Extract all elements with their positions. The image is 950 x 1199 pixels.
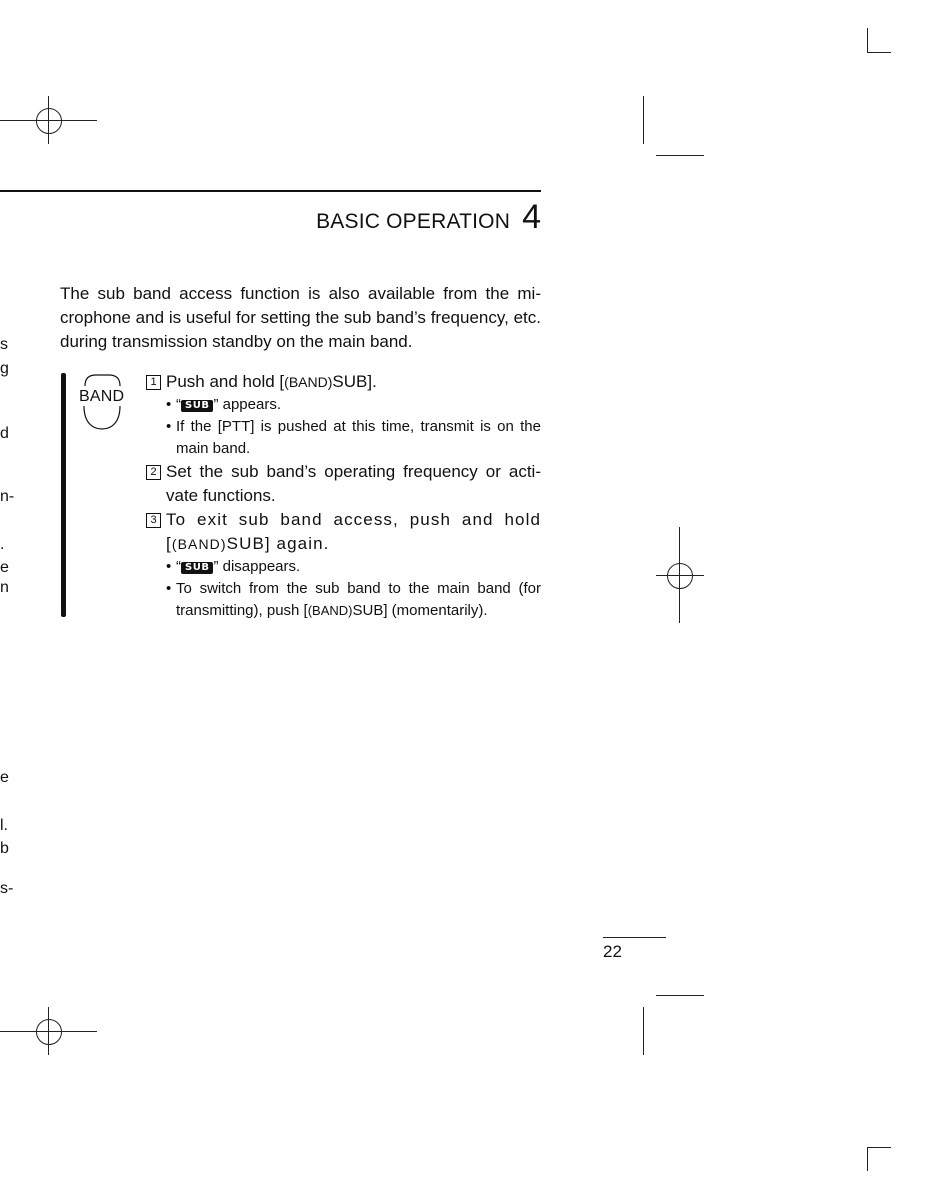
bullet-item: • To switch from the sub band to the main band (for transmitting), push [(BAND)SUB] (momentarily). — [166, 578, 541, 622]
step-number: 3 — [146, 513, 161, 528]
step-item — [146, 370, 541, 460]
step-text: Set the sub band’s operating frequency or acti-vate functions. — [166, 462, 541, 505]
bullet-item: • If the [PTT] is pushed at this time, transmit is on the main band. — [166, 416, 541, 460]
crop-mark — [867, 1147, 868, 1171]
margin-fragment: g — [0, 360, 9, 377]
crop-mark — [643, 96, 644, 144]
bullet-list — [166, 394, 541, 460]
margin-fragment: b — [0, 840, 9, 857]
crop-mark — [867, 1147, 891, 1148]
bullet-item: • “ SUB ” appears. — [166, 394, 541, 416]
margin-fragment: e — [0, 769, 9, 786]
bullet-list — [166, 556, 541, 622]
crop-mark — [867, 52, 891, 53]
crop-mark — [656, 155, 704, 156]
sub-indicator-badge: SUB — [181, 562, 213, 574]
section-side-bar — [61, 373, 66, 617]
step-item — [146, 460, 541, 508]
margin-fragment: . — [0, 536, 5, 553]
margin-fragment: s- — [0, 880, 14, 897]
header-rule — [0, 190, 541, 192]
step-list — [146, 370, 541, 622]
margin-fragment: n — [0, 579, 9, 596]
step-item — [146, 508, 541, 622]
bullet-item: • “ SUB ” disappears. — [166, 556, 541, 578]
step-number: 1 — [146, 375, 161, 390]
intro-paragraph: The sub band access function is also available from the mi-crophone and is useful for setting the sub band’s frequency, etc. during transmission standby on the main band. — [60, 284, 541, 351]
margin-fragment: d — [0, 425, 9, 442]
margin-fragment: s — [0, 336, 8, 353]
margin-fragment: l. — [0, 817, 8, 834]
section-header — [316, 198, 541, 237]
crop-mark — [656, 995, 704, 996]
page-number-rule — [603, 937, 666, 938]
step-number: 2 — [146, 465, 161, 480]
section-title: BASIC OPERATION — [316, 210, 511, 233]
page-number: 22 — [603, 942, 622, 961]
step-text: To exit sub band access, push and hold [(BAND)SUB] again. — [166, 510, 541, 553]
crop-mark — [867, 28, 868, 52]
sub-indicator-badge: SUB — [181, 400, 213, 412]
band-key-icon — [76, 372, 128, 432]
crop-mark — [643, 1007, 644, 1055]
margin-fragment: e — [0, 559, 9, 576]
band-key-label: BAND — [79, 388, 125, 405]
margin-fragment: n- — [0, 488, 15, 505]
section-number: 4 — [522, 198, 541, 236]
step-text: Push and hold [(BAND)SUB]. — [166, 372, 377, 391]
